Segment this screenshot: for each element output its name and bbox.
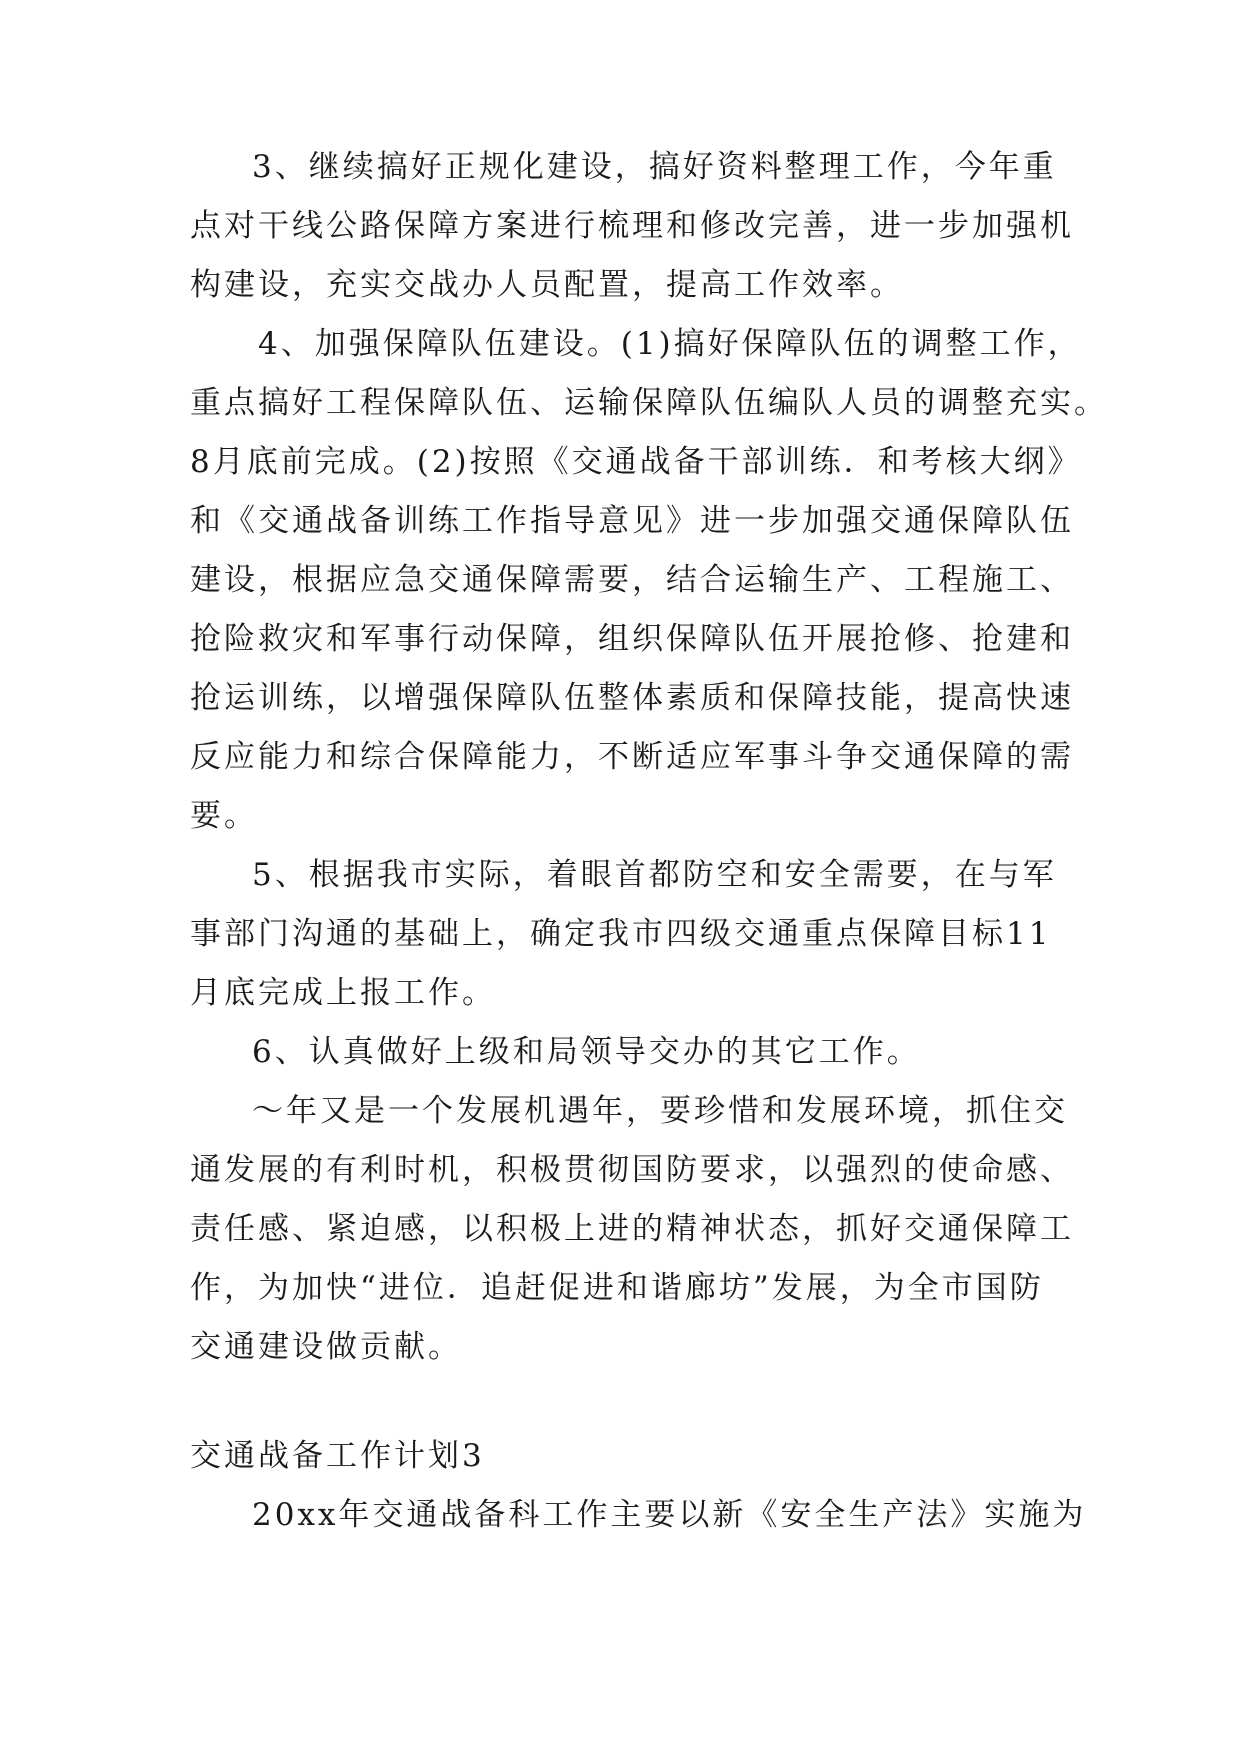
text-line: 重点搞好工程保障队伍、运输保障队伍编队人员的调整充实。 bbox=[190, 385, 1108, 421]
text-line: 3、继续搞好正规化建设，搞好资料整理工作，今年重 bbox=[252, 149, 1057, 185]
text-line: 和《交通战备训练工作指导意见》进一步加强交通保障队伍 bbox=[190, 503, 1074, 539]
section-heading-block bbox=[190, 1427, 1050, 1486]
paragraph-conclusion bbox=[190, 1082, 1074, 1377]
text-line: 要。 bbox=[190, 798, 258, 834]
paragraph-item-4 bbox=[190, 315, 1108, 846]
document-body bbox=[190, 138, 1108, 1377]
text-line: 作，为加快“进位．追赶促进和谐廊坊”发展，为全市国防 bbox=[190, 1270, 1044, 1306]
text-line: ～年又是一个发展机遇年，要珍惜和发展环境，抓住交 bbox=[252, 1093, 1068, 1129]
paragraph-plan-intro bbox=[190, 1486, 1087, 1545]
paragraph-item-5 bbox=[190, 846, 1057, 1023]
text-line: 5、根据我市实际，着眼首都防空和安全需要，在与军 bbox=[252, 857, 1057, 893]
paragraph-item-6 bbox=[190, 1023, 1050, 1082]
text-line: 建设，根据应急交通保障需要，结合运输生产、工程施工、 bbox=[190, 562, 1074, 598]
text-line: 抢险救灾和军事行动保障，组织保障队伍开展抢修、抢建和 bbox=[190, 621, 1074, 657]
text-line: 责任感、紧迫感，以积极上进的精神状态，抓好交通保障工 bbox=[190, 1211, 1074, 1247]
text-line: 点对干线公路保障方案进行梳理和修改完善，进一步加强机 bbox=[190, 208, 1074, 244]
text-line: 抢运训练，以增强保障队伍整体素质和保障技能，提高快速 bbox=[190, 680, 1074, 716]
section-heading: 交通战备工作计划3 bbox=[190, 1438, 485, 1474]
text-line: 通发展的有利时机，积极贯彻国防要求，以强烈的使命感、 bbox=[190, 1152, 1074, 1188]
text-line: 4、加强保障队伍建设。(1)搞好保障队伍的调整工作， bbox=[258, 326, 1082, 362]
text-line: 反应能力和综合保障能力，不断适应军事斗争交通保障的需 bbox=[190, 739, 1074, 775]
final-paragraph-block bbox=[190, 1486, 1087, 1545]
text-line: 事部门沟通的基础上，确定我市四级交通重点保障目标11 bbox=[190, 916, 1052, 952]
text-line: 构建设，充实交战办人员配置，提高工作效率。 bbox=[190, 267, 904, 303]
paragraph-item-3 bbox=[190, 138, 1074, 315]
text-line: 月底完成上报工作。 bbox=[190, 975, 496, 1011]
text-line: 6、认真做好上级和局领导交办的其它工作。 bbox=[252, 1034, 921, 1070]
text-line: 8月底前完成。(2)按照《交通战备干部训练．和考核大纲》 bbox=[190, 444, 1082, 480]
text-line: 20xx年交通战备科工作主要以新《安全生产法》实施为 bbox=[252, 1497, 1087, 1533]
text-line: 交通建设做贡献。 bbox=[190, 1329, 462, 1365]
